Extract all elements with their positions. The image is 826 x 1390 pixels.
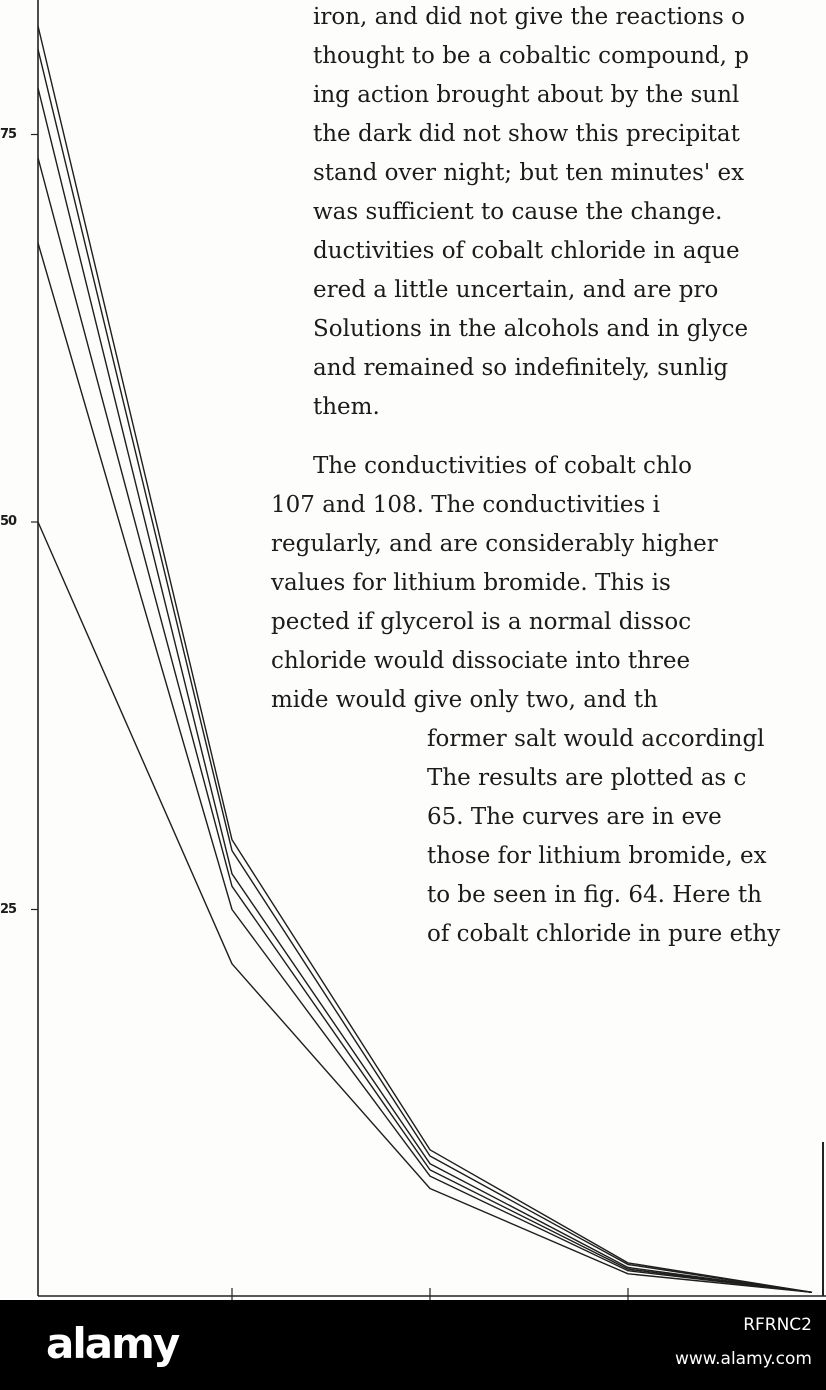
text-line: the dark did not show this precipitat <box>313 121 740 147</box>
text-line: of cobalt chloride in pure ethy <box>427 921 781 947</box>
y-tick-label: 25 <box>0 901 17 917</box>
text-line: ing action brought about by the sunl <box>313 82 740 108</box>
text-line: values for lithium bromide. This is <box>271 570 671 596</box>
watermark-site-url: www.alamy.com <box>674 1349 812 1369</box>
text-line: pected if glycerol is a normal dissoc <box>271 609 692 635</box>
text-line: was sufficient to cause the change. <box>313 199 723 225</box>
text-line: The results are plotted as c <box>427 765 747 791</box>
text-line: The conductivities of cobalt chlo <box>313 453 692 479</box>
text-line: to be seen in fig. 64. Here th <box>427 882 762 908</box>
text-line: and remained so indefinitely, sunlig <box>313 355 729 381</box>
text-line: iron, and did not give the reactions o <box>313 4 745 30</box>
y-tick-label: 75 <box>0 126 17 142</box>
text-line: Solutions in the alcohols and in glyce <box>313 316 749 342</box>
text-line: chloride would dissociate into three <box>271 648 691 674</box>
text-line: stand over night; but ten minutes' ex <box>313 160 745 186</box>
text-line: them. <box>313 394 380 420</box>
text-line: 65. The curves are in eve <box>427 804 722 830</box>
y-tick-label: 50 <box>0 514 17 529</box>
watermark-bar <box>0 1300 826 1390</box>
text-line: thought to be a cobaltic compound, p <box>313 43 749 69</box>
watermark-brand-logo: alamy <box>46 1319 179 1368</box>
text-line: regularly, and are considerably higher <box>271 531 718 557</box>
text-line: former salt would accordingl <box>427 726 765 752</box>
watermark-image-id: RFRNC2 <box>743 1315 812 1335</box>
text-line: 107 and 108. The conductivities i <box>271 492 660 518</box>
text-line: mide would give only two, and th <box>271 687 658 713</box>
text-line: ered a little uncertain, and are pro <box>313 277 719 303</box>
text-line: ductivities of cobalt chloride in aque <box>313 238 740 264</box>
text-line: those for lithium bromide, ex <box>427 843 767 869</box>
